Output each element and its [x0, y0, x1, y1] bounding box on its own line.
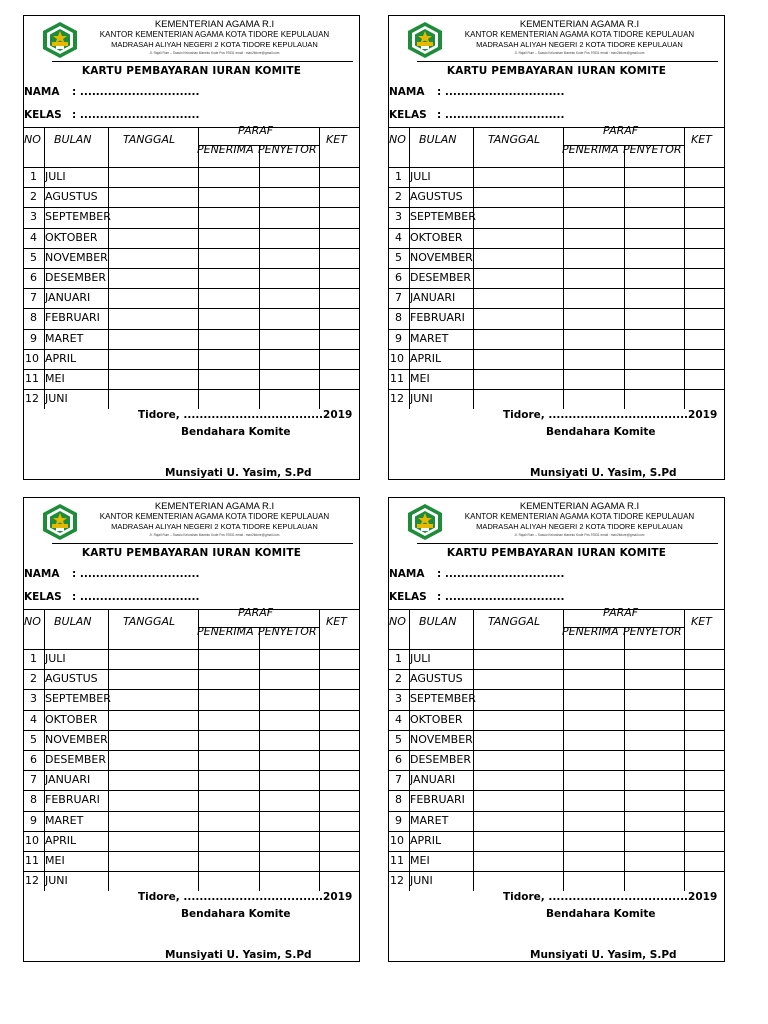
- header-tanggal: TANGGAL: [488, 133, 541, 146]
- header-ket: KET: [326, 615, 347, 628]
- row-bulan: MEI: [45, 372, 65, 385]
- payment-card-4: [388, 497, 725, 962]
- row-bulan: JULI: [45, 170, 66, 183]
- kelas-value: : ..............................: [437, 591, 565, 603]
- header-divider: [417, 61, 718, 62]
- letterhead: [389, 16, 724, 62]
- row-bulan: JANUARI: [410, 773, 456, 787]
- signature-name: Munsiyati U. Yasim, S.Pd: [530, 467, 677, 479]
- row-bulan: JULI: [45, 652, 66, 665]
- kelas-label: KELAS: [24, 591, 62, 603]
- school-address: Jl. Rajali Rum – Soasio Kelurahan Maneku Kode Pos 97831 email : man2tidore@gmail.com: [514, 51, 645, 55]
- row-bulan: FEBRUARI: [410, 793, 465, 807]
- row-no: 9: [30, 331, 37, 345]
- header-penerima: PENERIMA: [197, 625, 254, 638]
- row-no: 2: [395, 672, 402, 686]
- row-bulan: DESEMBER: [45, 271, 106, 284]
- row-no: 12: [390, 874, 404, 888]
- ministry-name: KEMENTERIAN AGAMA R.I: [519, 19, 640, 30]
- school-address: Jl. Rajali Rum – Soasio Kelurahan Maneku Kode Pos 97831 email : man2tidore@gmail.com: [149, 51, 280, 55]
- row-bulan: JUNI: [45, 874, 68, 888]
- row-bulan: JUNI: [45, 392, 68, 406]
- signature-date: Tidore, ...................................2019: [503, 891, 718, 903]
- row-bulan: FEBRUARI: [410, 311, 465, 325]
- letterhead: [24, 498, 359, 544]
- ministry-name: KEMENTERIAN AGAMA R.I: [154, 19, 275, 30]
- row-no: 6: [395, 271, 402, 284]
- office-name: KANTOR KEMENTERIAN AGAMA KOTA TIDORE KEPULAUAN: [99, 512, 330, 521]
- signature-role: Bendahara Komite: [181, 426, 291, 438]
- payment-card-1: [23, 15, 360, 480]
- signature-role: Bendahara Komite: [546, 426, 656, 438]
- row-bulan: JUNI: [410, 874, 433, 888]
- header-paraf: PARAF: [603, 124, 639, 137]
- kelas-label: KELAS: [24, 109, 62, 121]
- row-no: 9: [30, 813, 37, 827]
- row-no: 5: [395, 732, 402, 746]
- header-ket: KET: [691, 615, 712, 628]
- row-no: 10: [390, 351, 404, 365]
- row-bulan: JULI: [410, 170, 431, 183]
- letterhead: [389, 498, 724, 544]
- row-no: 7: [395, 773, 402, 787]
- row-no: 6: [395, 753, 402, 766]
- kelas-label: KELAS: [389, 591, 427, 603]
- header-divider: [52, 61, 353, 62]
- nama-label: NAMA: [24, 86, 60, 98]
- row-bulan: DESEMBER: [410, 753, 471, 766]
- header-bulan: BULAN: [54, 615, 92, 628]
- row-no: 1: [395, 170, 402, 183]
- ministry-name: KEMENTERIAN AGAMA R.I: [519, 501, 640, 512]
- header-penyetor: PENYETOR: [623, 143, 682, 156]
- header-paraf: PARAF: [238, 606, 274, 619]
- nama-label: NAMA: [24, 568, 60, 580]
- row-no: 8: [395, 793, 402, 807]
- school-address: Jl. Rajali Rum – Soasio Kelurahan Maneku Kode Pos 97831 email : man2tidore@gmail.com: [149, 533, 280, 537]
- row-no: 11: [25, 854, 39, 867]
- row-no: 8: [30, 793, 37, 807]
- nama-value: : ..............................: [437, 86, 565, 98]
- row-no: 1: [395, 652, 402, 665]
- row-no: 2: [30, 672, 37, 686]
- row-bulan: SEPTEMBER: [45, 210, 111, 224]
- row-no: 3: [30, 692, 37, 706]
- office-name: KANTOR KEMENTERIAN AGAMA KOTA TIDORE KEPULAUAN: [99, 30, 330, 39]
- row-bulan: FEBRUARI: [45, 311, 100, 325]
- header-divider: [52, 543, 353, 544]
- row-no: 2: [30, 190, 37, 204]
- office-name: KANTOR KEMENTERIAN AGAMA KOTA TIDORE KEPULAUAN: [464, 512, 695, 521]
- row-bulan: JANUARI: [45, 773, 91, 787]
- row-bulan: JULI: [410, 652, 431, 665]
- row-no: 12: [25, 392, 39, 406]
- row-bulan: MARET: [410, 813, 449, 827]
- signature-date: Tidore, ...................................2019: [503, 409, 718, 421]
- payment-table: [24, 606, 359, 891]
- row-bulan: SEPTEMBER: [410, 692, 476, 706]
- row-no: 4: [30, 230, 37, 244]
- header-no: NO: [24, 133, 41, 146]
- row-bulan: AGUSTUS: [45, 190, 98, 204]
- signature-name: Munsiyati U. Yasim, S.Pd: [165, 467, 312, 479]
- school-address: Jl. Rajali Rum – Soasio Kelurahan Maneku Kode Pos 97831 email : man2tidore@gmail.com: [514, 533, 645, 537]
- row-no: 8: [395, 311, 402, 325]
- row-no: 11: [390, 372, 404, 385]
- card-title: KARTU PEMBAYARAN IURAN KOMITE: [81, 547, 302, 559]
- row-no: 5: [395, 250, 402, 264]
- card-title: KARTU PEMBAYARAN IURAN KOMITE: [81, 65, 302, 77]
- row-bulan: AGUSTUS: [410, 672, 463, 686]
- row-no: 12: [390, 392, 404, 406]
- row-bulan: FEBRUARI: [45, 793, 100, 807]
- nama-value: : ..............................: [72, 568, 200, 580]
- school-name: MADRASAH ALIYAH NEGERI 2 KOTA TIDORE KEPULAUAN: [111, 40, 318, 49]
- header-no: NO: [389, 615, 406, 628]
- signature-date: Tidore, ...................................2019: [138, 409, 353, 421]
- office-name: KANTOR KEMENTERIAN AGAMA KOTA TIDORE KEPULAUAN: [464, 30, 695, 39]
- kelas-field: [389, 591, 565, 603]
- header-penyetor: PENYETOR: [258, 625, 317, 638]
- row-no: 11: [390, 854, 404, 867]
- row-bulan: NOVEMBER: [45, 250, 108, 264]
- nama-field: [389, 86, 565, 98]
- signature-role: Bendahara Komite: [181, 908, 291, 920]
- row-no: 10: [390, 833, 404, 847]
- row-no: 7: [395, 291, 402, 305]
- school-name: MADRASAH ALIYAH NEGERI 2 KOTA TIDORE KEPULAUAN: [476, 40, 683, 49]
- header-tanggal: TANGGAL: [123, 615, 176, 628]
- signature-name: Munsiyati U. Yasim, S.Pd: [165, 949, 312, 961]
- row-no: 3: [30, 210, 37, 224]
- kelas-value: : ..............................: [72, 591, 200, 603]
- kelas-field: [389, 109, 565, 121]
- row-no: 9: [395, 331, 402, 345]
- row-bulan: AGUSTUS: [45, 672, 98, 686]
- row-no: 5: [30, 732, 37, 746]
- kelas-field: [24, 591, 200, 603]
- row-bulan: DESEMBER: [410, 271, 471, 284]
- header-bulan: BULAN: [54, 133, 92, 146]
- header-penyetor: PENYETOR: [623, 625, 682, 638]
- nama-field: [24, 568, 200, 580]
- row-bulan: MARET: [45, 331, 84, 345]
- row-no: 5: [30, 250, 37, 264]
- row-no: 10: [25, 351, 39, 365]
- nama-label: NAMA: [389, 86, 425, 98]
- kelas-value: : ..............................: [72, 109, 200, 121]
- row-bulan: APRIL: [45, 351, 77, 365]
- row-bulan: OKTOBER: [410, 712, 463, 726]
- row-bulan: NOVEMBER: [410, 250, 473, 264]
- row-bulan: AGUSTUS: [410, 190, 463, 204]
- row-bulan: MARET: [45, 813, 84, 827]
- row-no: 4: [395, 230, 402, 244]
- row-no: 6: [30, 271, 37, 284]
- card-title: KARTU PEMBAYARAN IURAN KOMITE: [446, 547, 667, 559]
- nama-value: : ..............................: [72, 86, 200, 98]
- ministry-name: KEMENTERIAN AGAMA R.I: [154, 501, 275, 512]
- row-no: 8: [30, 311, 37, 325]
- signature-name: Munsiyati U. Yasim, S.Pd: [530, 949, 677, 961]
- row-bulan: APRIL: [410, 833, 442, 847]
- signature-date: Tidore, ...................................2019: [138, 891, 353, 903]
- row-no: 4: [30, 712, 37, 726]
- header-bulan: BULAN: [419, 133, 457, 146]
- nama-field: [24, 86, 200, 98]
- row-bulan: SEPTEMBER: [45, 692, 111, 706]
- row-no: 3: [395, 210, 402, 224]
- row-bulan: MEI: [45, 854, 65, 867]
- row-bulan: DESEMBER: [45, 753, 106, 766]
- payment-table: [24, 124, 359, 409]
- row-no: 2: [395, 190, 402, 204]
- row-bulan: NOVEMBER: [45, 732, 108, 746]
- row-no: 3: [395, 692, 402, 706]
- header-ket: KET: [326, 133, 347, 146]
- row-bulan: OKTOBER: [410, 230, 463, 244]
- signature-role: Bendahara Komite: [546, 908, 656, 920]
- header-divider: [417, 543, 718, 544]
- header-penerima: PENERIMA: [562, 625, 619, 638]
- header-no: NO: [389, 133, 406, 146]
- header-penerima: PENERIMA: [562, 143, 619, 156]
- header-paraf: PARAF: [238, 124, 274, 137]
- row-bulan: APRIL: [410, 351, 442, 365]
- nama-label: NAMA: [389, 568, 425, 580]
- row-no: 4: [395, 712, 402, 726]
- card-title: KARTU PEMBAYARAN IURAN KOMITE: [446, 65, 667, 77]
- row-bulan: MARET: [410, 331, 449, 345]
- payment-card-2: [388, 15, 725, 480]
- row-no: 7: [30, 773, 37, 787]
- row-no: 7: [30, 291, 37, 305]
- payment-card-3: [23, 497, 360, 962]
- row-no: 11: [25, 372, 39, 385]
- school-name: MADRASAH ALIYAH NEGERI 2 KOTA TIDORE KEPULAUAN: [111, 522, 318, 531]
- kelas-label: KELAS: [389, 109, 427, 121]
- header-tanggal: TANGGAL: [123, 133, 176, 146]
- row-no: 12: [25, 874, 39, 888]
- header-no: NO: [24, 615, 41, 628]
- nama-field: [389, 568, 565, 580]
- row-bulan: APRIL: [45, 833, 77, 847]
- row-bulan: JANUARI: [45, 291, 91, 305]
- row-bulan: SEPTEMBER: [410, 210, 476, 224]
- row-bulan: OKTOBER: [45, 712, 98, 726]
- row-bulan: MEI: [410, 372, 430, 385]
- kelas-value: : ..............................: [437, 109, 565, 121]
- row-no: 6: [30, 753, 37, 766]
- row-no: 1: [30, 170, 37, 183]
- header-penerima: PENERIMA: [197, 143, 254, 156]
- header-ket: KET: [691, 133, 712, 146]
- row-no: 9: [395, 813, 402, 827]
- payment-table: [389, 124, 724, 409]
- row-bulan: OKTOBER: [45, 230, 98, 244]
- header-paraf: PARAF: [603, 606, 639, 619]
- nama-value: : ..............................: [437, 568, 565, 580]
- row-no: 10: [25, 833, 39, 847]
- row-bulan: NOVEMBER: [410, 732, 473, 746]
- kelas-field: [24, 109, 200, 121]
- header-penyetor: PENYETOR: [258, 143, 317, 156]
- header-tanggal: TANGGAL: [488, 615, 541, 628]
- row-bulan: JUNI: [410, 392, 433, 406]
- payment-table: [389, 606, 724, 891]
- row-bulan: JANUARI: [410, 291, 456, 305]
- letterhead: [24, 16, 359, 62]
- row-bulan: MEI: [410, 854, 430, 867]
- school-name: MADRASAH ALIYAH NEGERI 2 KOTA TIDORE KEPULAUAN: [476, 522, 683, 531]
- header-bulan: BULAN: [419, 615, 457, 628]
- row-no: 1: [30, 652, 37, 665]
